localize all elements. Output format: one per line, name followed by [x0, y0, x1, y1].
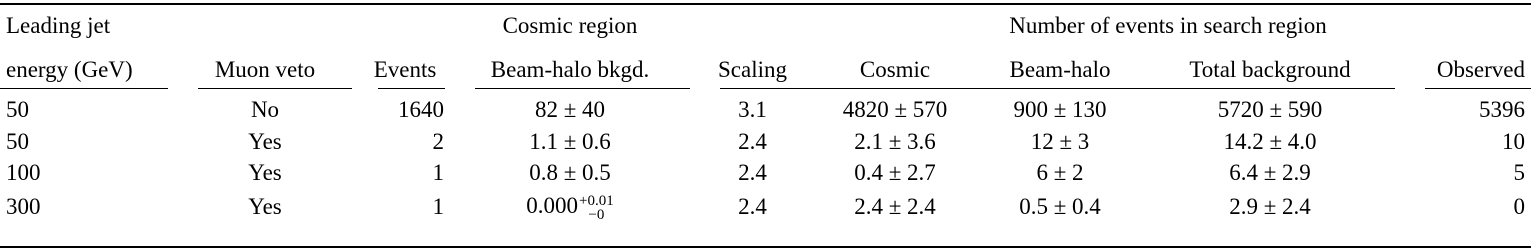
cell-cosmic: 4820 ± 570 [842, 97, 948, 122]
header-leading-jet-line1: Leading jet [6, 13, 111, 38]
cell-energy: 50 [6, 128, 29, 154]
table-row [0, 188, 1531, 226]
cell-events: 1640 [398, 97, 444, 122]
header-muon-veto: Muon veto [214, 57, 316, 82]
cell-cosmic: 2.4 ± 2.4 [854, 194, 936, 219]
header-row-1 [0, 0, 1531, 40]
header-events: Events [373, 57, 437, 82]
cell-scaling: 3.1 [738, 97, 767, 122]
header-cosmic: Cosmic [859, 57, 931, 82]
cell-energy: 50 [6, 97, 29, 122]
cell-beam-halo-bkgd: 1.1 ± 0.6 [529, 128, 611, 154]
header-energy: energy (GeV) [6, 57, 133, 82]
cell-observed: 10 [1502, 128, 1525, 154]
asym-value-base: 0.000 [526, 193, 579, 219]
asym-uncertainty-up: +0.01 [579, 192, 614, 209]
bottom-rule [0, 246, 1531, 248]
cell-observed: 5396 [1479, 97, 1525, 122]
cell-events: 2 [432, 128, 444, 154]
cell-scaling: 2.4 [738, 128, 767, 154]
cell-cosmic: 2.1 ± 3.6 [854, 128, 936, 154]
cell-beam-halo: 900 ± 130 [1013, 97, 1107, 122]
cell-events: 1 [432, 194, 444, 219]
cell-energy: 300 [6, 194, 41, 219]
table-row [0, 126, 1531, 157]
header-search-region-group: Number of events in search region [1009, 13, 1327, 38]
cell-scaling: 2.4 [738, 194, 767, 219]
cell-scaling: 2.4 [738, 159, 767, 185]
cell-total: 2.9 ± 2.4 [1229, 194, 1311, 219]
cell-muon-veto: Yes [248, 128, 282, 154]
header-beam-halo: Beam-halo [1009, 57, 1111, 82]
cell-beam-halo: 12 ± 3 [1030, 128, 1090, 154]
cell-total: 14.2 ± 4.0 [1223, 128, 1317, 154]
cell-energy: 100 [6, 159, 41, 185]
asym-uncertainty [579, 194, 614, 222]
header-total-background: Total background [1189, 57, 1351, 82]
cell-muon-veto: Yes [248, 159, 282, 185]
header-scaling: Scaling [718, 57, 787, 82]
header-cosmic-region-line1: Cosmic region [502, 13, 638, 38]
header-beam-halo-bkgd: Beam-halo bkgd. [490, 57, 650, 82]
header-observed: Observed [1436, 57, 1525, 82]
cell-beam-halo: 0.5 ± 0.4 [1019, 194, 1101, 219]
cell-muon-veto: Yes [248, 194, 282, 219]
cell-total: 6.4 ± 2.9 [1229, 159, 1311, 185]
cell-muon-veto: No [250, 97, 280, 122]
header-row-2 [0, 40, 1531, 84]
table-row [0, 94, 1531, 126]
cell-beam-halo-bkgd: 0.8 ± 0.5 [529, 159, 611, 185]
cell-events: 1 [432, 159, 444, 185]
cell-cosmic: 0.4 ± 2.7 [854, 159, 936, 185]
table-row [0, 157, 1531, 188]
asym-uncertainty-down: −0 [588, 206, 605, 223]
cell-beam-halo: 6 ± 2 [1036, 159, 1084, 185]
cell-beam-halo-bkgd [450, 188, 690, 226]
cell-observed: 5 [1513, 159, 1525, 185]
cell-beam-halo-bkgd: 82 ± 40 [534, 97, 606, 122]
cell-observed: 0 [1513, 194, 1525, 219]
cell-total: 5720 ± 590 [1217, 97, 1323, 122]
